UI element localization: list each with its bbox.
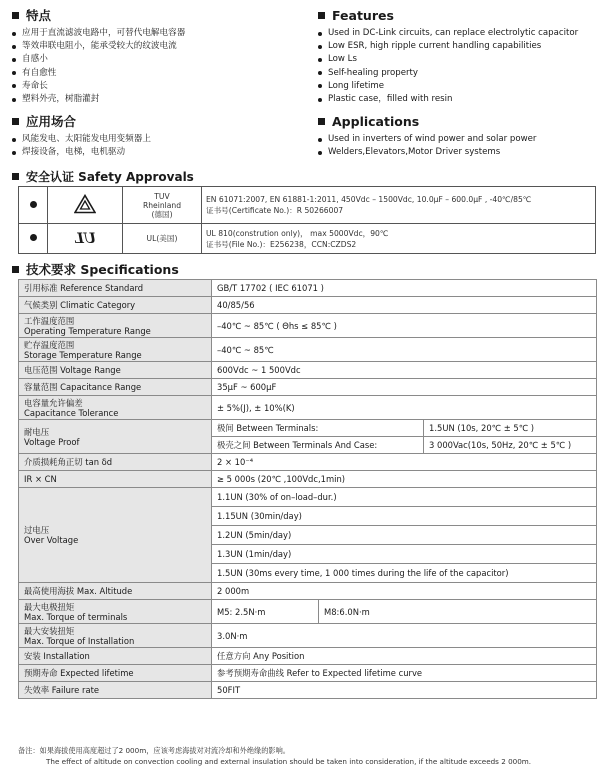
table-row: 1.5UN (30ms every time, 1 000 times during the life of the capacitor) [19, 564, 597, 583]
bullet-icon [12, 151, 16, 155]
bullet-icon [318, 151, 322, 155]
bullet-icon [12, 58, 16, 62]
applications-cn-heading: 应用场合 [12, 112, 312, 130]
tuv-triangle-icon [74, 194, 96, 214]
features-heading: Features [318, 6, 608, 24]
table-row: 最大电极扭矩 Max. Torque of terminals M5: 2.5N·m M8:6.0N·m [19, 600, 597, 624]
tuv-body: TUV Rheinland (德国) [123, 187, 202, 224]
table-row [19, 187, 596, 224]
safety-table [18, 186, 596, 254]
list-item: 焊接设备，电梯，电机驱动 [12, 146, 312, 159]
bullet-icon [12, 84, 16, 88]
bullet-icon [318, 32, 322, 36]
list-item: 风能发电、太阳能发电用变频器上 [12, 133, 312, 146]
bullet-icon [12, 98, 16, 102]
square-bullet-icon [12, 266, 19, 273]
table-row [19, 224, 596, 254]
table-row: 耐电压 Voltage Proof 极间 Between Terminals: 1.5UN (10s, 20℃ ± 5℃ ) [19, 420, 597, 437]
list-item: Low Ls [318, 53, 608, 66]
list-item: 等效串联电阻小，能承受较大的纹波电流 [12, 40, 312, 53]
bullet-icon [318, 98, 322, 102]
applications-heading: Applications [318, 112, 608, 130]
bullet-icon [318, 138, 322, 142]
footnote: 备注：如果海拔使用高度超过了2 000m，应该考虑海拔对对流冷却和外绝缘的影响。 The effect of altitude on convection cooling and external insulation should be taken into consideration, if the altitude exceeds 2 000m. [18, 746, 532, 766]
table-row: 气候类别 Climatic Category 40/85/56 [19, 297, 597, 314]
table-row: 预期寿命 Expected lifetime 参考预期寿命曲线 Refer to Expected lifetime curve [19, 665, 597, 682]
bullet-icon [12, 138, 16, 142]
table-row: 过电压 Over Voltage 1.1UN (30% of on–load–dur.) [19, 488, 597, 507]
table-row: 介质损耗角正切 tan δd 2 × 10⁻⁴ [19, 454, 597, 471]
svg-text:UL: UL [73, 230, 97, 246]
square-bullet-icon [12, 173, 19, 180]
square-bullet-icon [12, 12, 19, 19]
list-item: Used in inverters of wind power and solar power [318, 133, 608, 146]
list-item: Low ESR, high ripple current handling capabilities [318, 40, 608, 53]
table-row: IR × CN ≥ 5 000s (20℃ ,100Vdc,1min) [19, 471, 597, 488]
bullet-icon [30, 234, 37, 241]
table-row: 工作温度范围 Operating Temperature Range –40℃ ~ 85℃ ( Θhs ≤ 85℃ ) [19, 314, 597, 338]
table-row: 失效率 Failure rate 50FIT [19, 682, 597, 699]
bullet-icon [12, 71, 16, 75]
bullet-icon [318, 58, 322, 62]
table-row: 贮存温度范围 Storage Temperature Range –40℃ ~ 85℃ [19, 338, 597, 362]
list-item: Welders,Elevators,Motor Driver systems [318, 146, 608, 159]
safety-heading: 安全认证 Safety Approvals [12, 167, 194, 185]
features-list [318, 27, 608, 106]
chinese-column [12, 6, 312, 160]
table-row: 电压范围 Voltage Range 600Vdc ~ 1 500Vdc [19, 362, 597, 379]
table-row: 最大安装扭矩 Max. Torque of Installation 3.0N·m [19, 624, 597, 648]
table-row: 电容量允许偏差 Capacitance Tolerance ± 5%(J), ± 10%(K) [19, 396, 597, 420]
table-row: 容量范围 Capacitance Range 35μF ~ 600μF [19, 379, 597, 396]
table-row: 1.2UN (5min/day) [19, 526, 597, 545]
square-bullet-icon [12, 118, 19, 125]
list-item: 寿命长 [12, 80, 312, 93]
table-row: 引用标准 Reference Standard GB/T 17702 ( IEC 61071 ) [19, 280, 597, 297]
characteristics-list [12, 27, 312, 106]
characteristics-heading: 特点 [12, 6, 312, 24]
applications-list [318, 133, 608, 159]
list-item: Self-healing property [318, 67, 608, 80]
bullet-icon [12, 32, 16, 36]
specifications-table [18, 279, 597, 699]
bullet-icon [30, 201, 37, 208]
bullet-icon [318, 45, 322, 49]
tuv-certificate: EN 61071:2007, EN 61881-1:2011, 450Vdc – 1500Vdc, 10.0μF – 600.0μF , -40℃/85℃ 证书号(Certificate No.)：R 50266007 [202, 187, 596, 224]
square-bullet-icon [318, 118, 325, 125]
specifications-heading: 技术要求 Specifications [12, 260, 179, 278]
bullet-icon [318, 84, 322, 88]
table-row: 1.3UN (1min/day) [19, 545, 597, 564]
table-row: 安装 Installation 任意方向 Any Position [19, 648, 597, 665]
list-item: Plastic case，filled with resin [318, 93, 608, 106]
list-item: 自感小 [12, 53, 312, 66]
ul-mark-icon [72, 230, 98, 246]
bullet-icon [12, 45, 16, 49]
table-row: 1.15UN (30min/day) [19, 507, 597, 526]
bullet-icon [318, 71, 322, 75]
list-item: 塑料外壳，树脂灌封 [12, 93, 312, 106]
applications-cn-list [12, 133, 312, 159]
ul-certificate: UL 810(constrution only)， max 5000Vdc，90℃ 证书号(File No.)：E256238，CCN:CZDS2 [202, 224, 596, 254]
table-row: 最高使用海拔 Max. Altitude 2 000m [19, 583, 597, 600]
list-item: 有自愈性 [12, 67, 312, 80]
list-item: Used in DC-Link circuits, can replace electrolytic capacitor [318, 27, 608, 40]
list-item: 应用于直流滤波电路中，可替代电解电容器 [12, 27, 312, 40]
ul-body: UL(美国) [123, 224, 202, 254]
english-column [318, 6, 608, 160]
square-bullet-icon [318, 12, 325, 19]
table-row: 极壳之间 Between Terminals And Case: 3 000Vac(10s, 50Hz, 20℃ ± 5℃ ) [19, 437, 597, 454]
list-item: Long lifetime [318, 80, 608, 93]
